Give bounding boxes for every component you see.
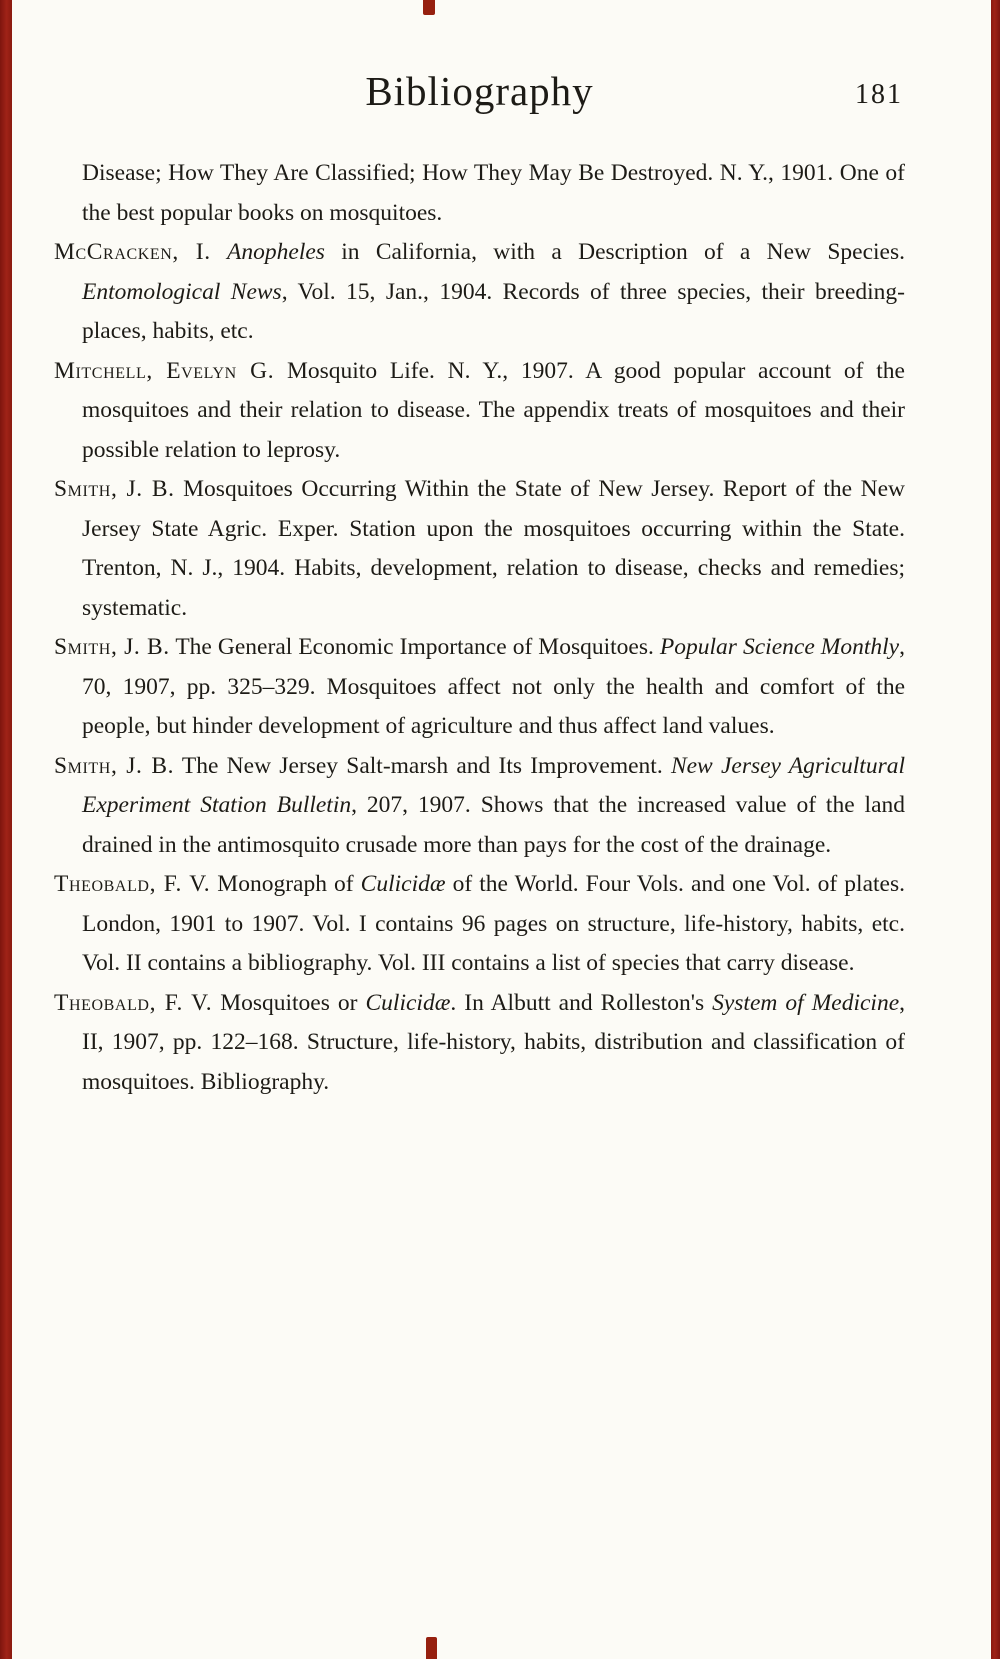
entry-work-title: Anopheles [227,239,325,265]
bibliography-entry [54,747,905,866]
entry-author: McCracken, I. [54,239,211,265]
entry-work-title: Popular Science Monthly [659,634,900,660]
scan-mark-top [423,0,435,15]
page-number: 181 [855,79,903,110]
bibliography-entry [54,865,905,984]
entry-text: of the World. Four Vols. and one Vol. of plates. London, 1901 to 1907. Vol. I contains 96 pages on structure, life-history, habits, etc. Vol. II contains a bibliography. Vol. III contains a list of species that carry disease. [82,871,906,976]
scan-edge-right [991,0,1000,1659]
entry-text: Mosquito Life. N. Y., 1907. A good popular account of the mosquitoes and their relation to disease. The appendix treats of mosquitoes and their possible relation to leprosy. [82,357,905,463]
scan-edge-left [0,0,12,1659]
bibliography-entry [54,352,905,471]
entry-text: Mosquitoes or [212,989,366,1016]
entry-text: The New Jersey Salt-marsh and Its Improvement. [174,752,671,779]
page-header [54,68,905,130]
entry-author: Theobald, F. V. [54,871,211,897]
entry-text: in California, with a Description of a New Species. [324,239,905,265]
entry-work-title: New Jersey Agricultural Experiment Station Bulletin [82,752,905,818]
bibliography-entries [54,154,905,1102]
entry-text: Disease; How They Are Classified; How They May Be Destroyed. N. Y., 1901. One of the best popular books on mosquitoes. [82,160,905,226]
entry-author: Theobald, F. V. [54,989,213,1016]
entry-work-title: Culicidæ [360,871,446,897]
entry-text: The General Economic Importance of Mosquitoes. [169,634,660,660]
bibliography-entry [54,154,905,233]
entry-work-title: Entomological News [82,278,282,305]
page-title: Bibliography [365,68,594,114]
entry-author: Mitchell, Evelyn G. [54,357,275,384]
entry-work-title: Culicidæ [365,989,451,1016]
entry-text: , Vol. 15, Jan., 1904. Records of three species, their breeding-places, habits, etc. [82,278,905,344]
entry-text: Monograph of [210,871,361,897]
page-content [54,68,905,1102]
bibliography-entry [54,470,905,628]
entry-text: , 207, 1907. Shows that the increased value of the land drained in the antimosquito crusade more than pays for the cost of the drainage. [82,792,906,858]
bibliography-entry [54,984,905,1103]
entry-text: , II, 1907, pp. 122–168. Structure, life-history, habits, distribution and classification of mosquitoes. Bibliography. [82,989,905,1095]
entry-author: Smith, J. B. [54,634,170,660]
entry-author: Smith, J. B. [54,752,175,779]
entry-text: , 70, 1907, pp. 325–329. Mosquitoes affect not only the health and comfort of the people, but hinder development of agriculture and thus affect land values. [82,634,905,739]
entry-text: Mosquitoes Occurring Within the State of New Jersey. Report of the New Jersey State Agric. Exper. Station upon the mosquitoes occurring within the State. Trenton, N. J., 1904. Habits, development, relation to disease, checks and remedies; systematic. [82,476,905,621]
bibliography-entry [54,233,905,352]
entry-text: . In Albutt and Rolleston's [450,989,713,1016]
entry-work-title: System of Medicine [712,989,900,1016]
scan-mark-bottom [426,1637,437,1659]
entry-author: Smith, J. B. [54,476,175,502]
bibliography-entry [54,628,905,747]
entry-text [211,239,227,265]
